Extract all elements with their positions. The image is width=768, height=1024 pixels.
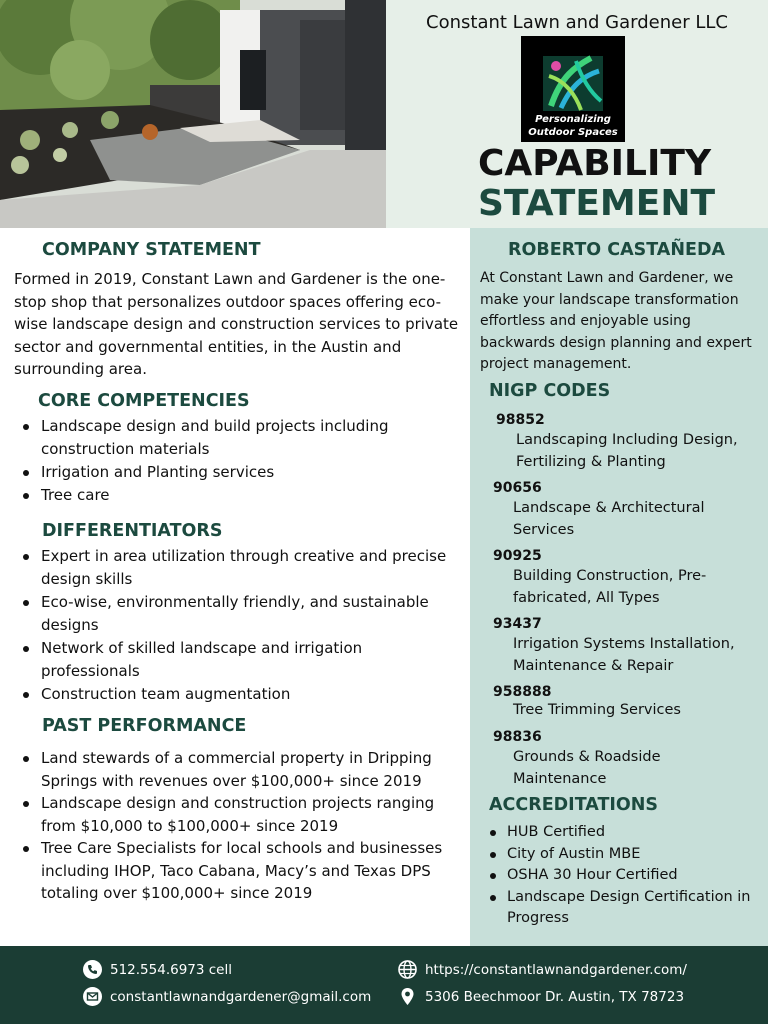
document-title [478,144,715,224]
company-statement-text: Formed in 2019, Constant Lawn and Gardener is the one-stop shop that personalizes outdoor spaces offering eco-wise landscape design and construction services to private sector and governmental entities, in the Austin and surrounding area. [14,270,459,378]
street-address: 5306 Beechmoor Dr. Austin, TX 78723 [425,988,685,1005]
list-item: OSHA 30 Hour Certified [480,865,765,887]
nigp-code-description: Building Construction, Pre-fabricated, All Types [513,568,707,606]
list-item: HUB Certified [480,822,765,844]
differentiators-list [14,545,464,706]
nigp-code-description: Grounds & Roadside Maintenance [513,749,661,787]
email-icon [83,987,102,1006]
contact-footer [0,946,768,1024]
left-column [0,228,470,946]
list-item: Expert in area utilization through creative and precise design skills [14,545,464,591]
email-contact[interactable] [83,987,371,1006]
owner-name: ROBERTO CASTAÑEDA [508,240,726,260]
list-item: Land stewards of a commercial property in Dripping Springs with revenues over $100,000+ since 2019 [14,747,464,792]
phone-contact[interactable] [83,960,232,979]
list-item: Construction team augmentation [14,683,464,706]
phone-number: 512.554.6973 cell [110,961,232,978]
nigp-code: 98836 [493,729,542,745]
landscape-photo [0,0,386,228]
nigp-code-description: Landscape & Architectural Services [513,500,705,538]
core-competencies-list [14,415,444,507]
list-item: Landscape design and build projects including construction materials [14,415,444,461]
accreditations-list [480,822,765,930]
past-performance-list [14,747,464,905]
right-column [470,228,768,946]
nigp-code: 958888 [493,684,552,700]
nigp-code: 93437 [493,616,542,632]
nigp-code: 90925 [493,548,542,564]
list-item: Tree Care Specialists for local schools and businesses including IHOP, Taco Cabana, Macy’s and Texas DPS totaling over $100,000+ since 2019 [14,837,464,905]
phone-icon [83,960,102,979]
header-panel [386,0,768,228]
nigp-code: 90656 [493,480,542,496]
website-url: https://constantlawnandgardener.com/ [425,961,687,978]
accreditations-heading: ACCREDITATIONS [489,795,659,815]
company-name: Constant Lawn and Gardener LLC [426,12,728,33]
past-performance-heading: PAST PERFORMANCE [42,716,247,736]
nigp-code: 98852 [496,412,545,428]
owner-statement: At Constant Lawn and Gardener, we make your landscape transformation effortless and enjoyable using backwards design planning and expert project management. [480,270,752,372]
list-item: Network of skilled landscape and irrigation professionals [14,637,464,683]
list-item: Landscape Design Certification in Progress [480,887,765,930]
logo-tagline [521,113,625,139]
nigp-code-description: Landscaping Including Design, Fertilizing & Planting [516,432,738,470]
core-competencies-heading: CORE COMPETENCIES [38,391,250,411]
logo-tagline-line2: Outdoor Spaces [528,127,618,138]
nigp-code-description: Irrigation Systems Installation, Maintenance & Repair [513,636,735,674]
nigp-code-description: Tree Trimming Services [513,702,681,718]
address-contact [398,987,684,1006]
company-statement-heading: COMPANY STATEMENT [42,240,261,260]
list-item: Tree care [14,484,444,507]
list-item: City of Austin MBE [480,844,765,866]
globe-icon [398,960,417,979]
list-item: Landscape design and construction projects ranging from $10,000 to $100,000+ since 2019 [14,792,464,837]
nigp-codes-heading: NIGP CODES [489,381,611,401]
list-item: Eco-wise, environmentally friendly, and sustainable designs [14,591,464,637]
website-contact[interactable] [398,960,687,979]
logo-tagline-line1: Personalizing [535,114,611,125]
email-address: constantlawnandgardener@gmail.com [110,988,372,1005]
list-item: Irrigation and Planting services [14,461,444,484]
differentiators-heading: DIFFERENTIATORS [42,521,223,541]
company-logo [521,36,625,142]
title-line1: CAPABILITY [478,143,712,184]
location-pin-icon [398,987,417,1006]
title-line2: STATEMENT [478,183,716,224]
